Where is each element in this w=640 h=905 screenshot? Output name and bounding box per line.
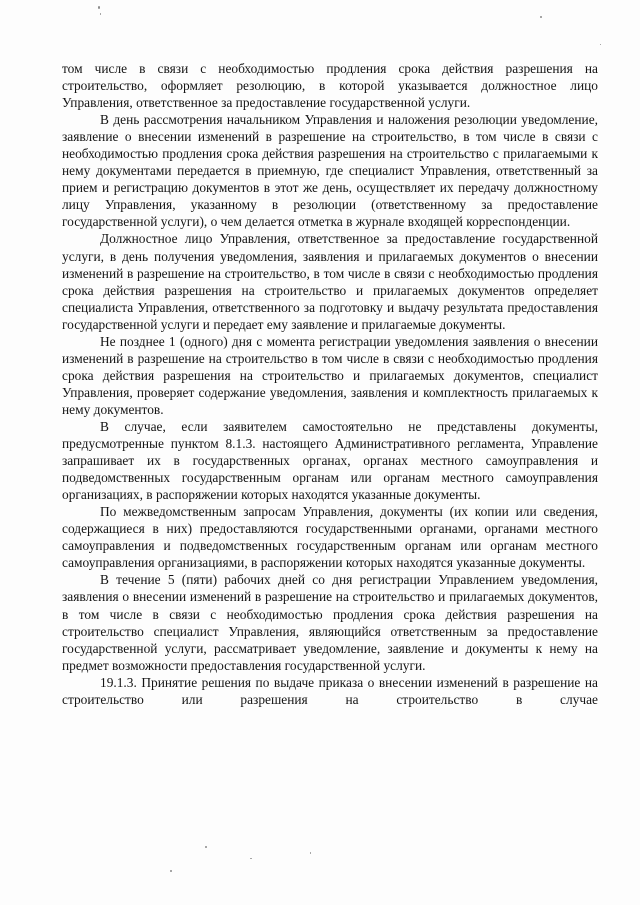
- scan-speck: [250, 858, 252, 859]
- scan-speck: [98, 6, 100, 9]
- paragraph-section-19-1-3: 19.1.3. Принятие решения по выдаче приказа о внесении изменений в разрешение на строительство или разрешения на строительство в случае: [62, 674, 598, 707]
- scan-speck: [205, 846, 207, 848]
- paragraph-missing-documents: В случае, если заявителем самостоятельно не представлены документы, предусмотренные пунктом 8.1.3. настоящего Административного регламента, Управление запрашивает их в государственных органах, органах местного самоуправления и подведомственных государственным органам или органам местного самоуправления организациях, в распоряжении которых находятся указанные документы.: [62, 418, 598, 503]
- scan-speck: [310, 852, 311, 854]
- paragraph-responsible-official: Должностное лицо Управления, ответственное за предоставление государственной услуги, в день получения уведомления, заявления и прилагаемых документов о внесении изменений в разрешение на строительство, в том числе в связи с необходимостью продления срока действия разрешения на строительство и прилагаемых документов определяет специалиста Управления, ответственного за подготовку и выдачу результата предоставления государственной услуги и передает ему заявление и прилагаемые документы.: [62, 231, 598, 332]
- scan-speck: [540, 16, 542, 18]
- paragraph-continuation: том числе в связи с необходимостью продления срока действия разрешения на строительство, оформляет резолюцию, в которой указывается должностное лицо Управления, ответственное за предоставление государственной услуги.: [62, 61, 598, 111]
- paragraph-one-day-check: Не позднее 1 (одного) дня с момента регистрации уведомления заявления о внесении изменений в разрешение на строительство в том числе в связи с необходимостью продления срока действия разрешения на строительство и прилагаемых документов, специалист Управления, проверяет содержание уведомления, заявления и комплектность прилагаемых к нему документов.: [62, 333, 598, 417]
- paragraph-interagency-requests: По межведомственным запросам Управления, документы (их копии или сведения, содержащиеся в них) предоставляются государственными органами, органами местного самоуправления и подведомственных государственным органам или органам местного самоуправления организациями, в распоряжении которых находятся указанные документы.: [62, 504, 598, 571]
- paragraph-resolution-day: В день рассмотрения начальником Управления и наложения резолюции уведомление, заявление о внесении изменений в разрешение на строительство, в том числе в связи с необходимостью продления срока действия разрешения на строительство с прилагаемыми к нему документами передается в приемную, где специалист Управления, ответственный за прием и регистрацию документов в этот же день, осуществляет их передачу должностному лицу Управления, указанному в резолюции (ответственному за предоставление государственной услуги), о чем делается отметка в журнале входящей корреспонденции.: [62, 112, 598, 230]
- scan-speck: [600, 44, 601, 45]
- document-body: [62, 60, 598, 708]
- scan-speck: [170, 870, 172, 872]
- paragraph-five-days-review: В течение 5 (пяти) рабочих дней со дня регистрации Управлением уведомления, заявления о внесении изменений в разрешение на строительство и прилагаемых документов, в том числе в связи с необходимостью продления срока действия разрешения на строительство специалист Управления, являющийся ответственным за предоставление государственной услуги, рассматривает уведомление, заявление и документы к нему на предмет возможности предоставления государственной услуги.: [62, 572, 598, 673]
- scan-speck: [100, 13, 101, 15]
